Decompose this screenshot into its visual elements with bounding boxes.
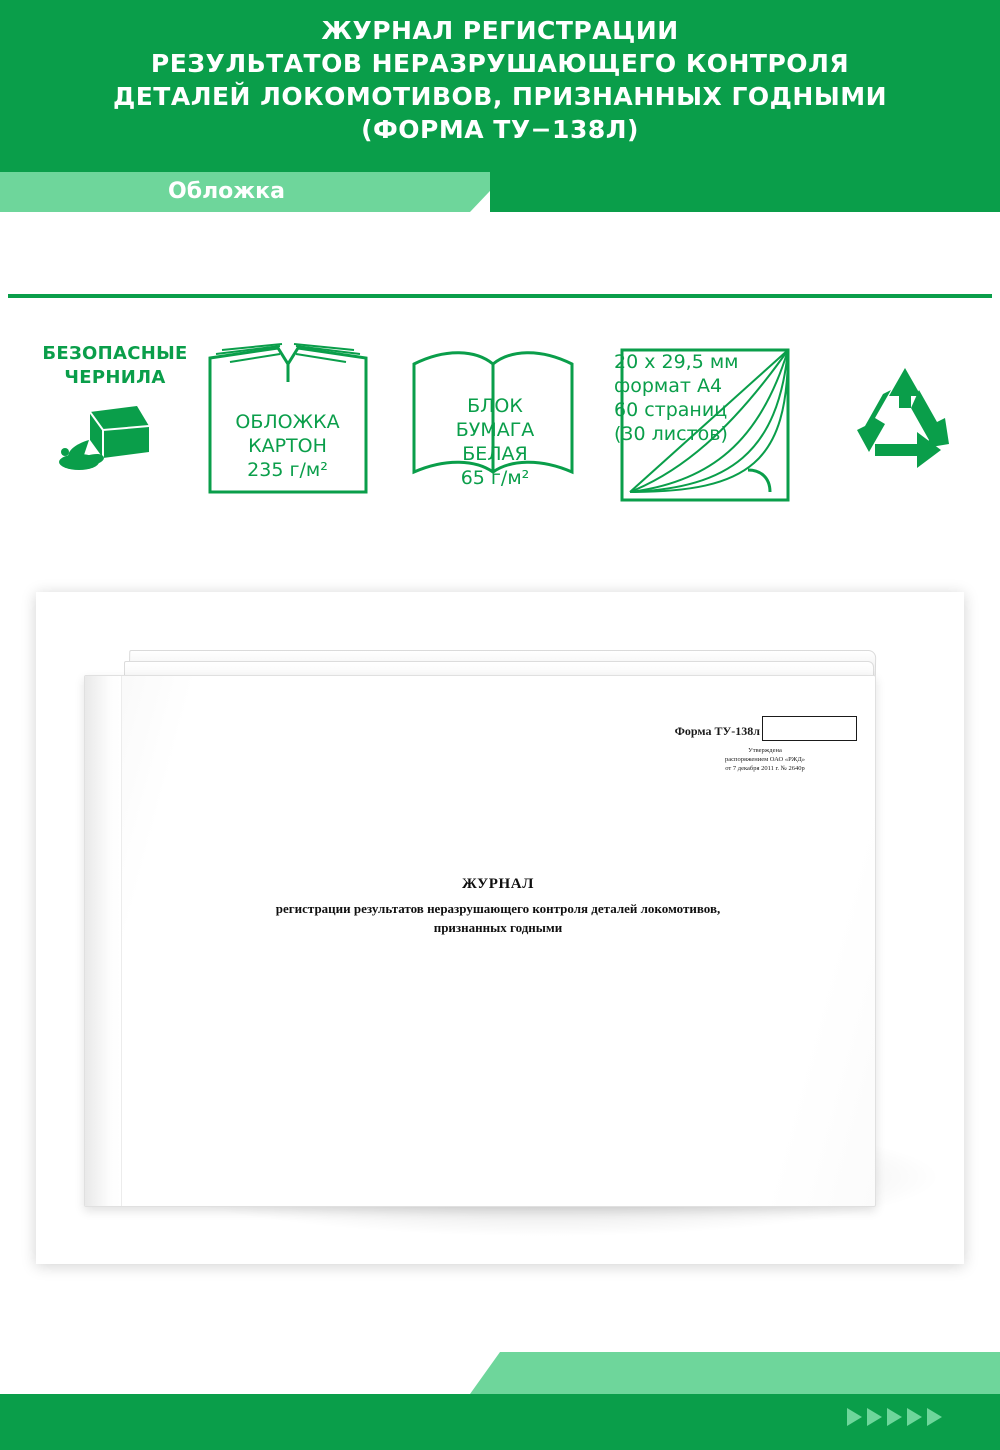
block-label-line-1: БЛОК xyxy=(467,395,523,417)
chevron-right-icon xyxy=(907,1408,922,1426)
page-title-line-3: ДЕТАЛЕЙ ЛОКОМОТИВОВ, ПРИЗНАННЫХ ГОДНЫМИ xyxy=(112,82,888,111)
page-title xyxy=(0,14,1000,146)
format-label-line-4: (30 листов) xyxy=(614,423,728,445)
feature-cover-material xyxy=(200,342,375,511)
format-label-line-2: формат А4 xyxy=(614,375,723,397)
cover-content xyxy=(121,676,875,1206)
section-label: Обложка xyxy=(168,179,285,204)
cover-title-main: ЖУРНАЛ xyxy=(461,876,535,892)
block-label-line-2: БУМАГА xyxy=(455,419,535,441)
cover-label-line-2: КАРТОН xyxy=(248,435,327,457)
form-number-box xyxy=(762,716,857,741)
section-subheader xyxy=(0,172,1000,212)
page-title-line-1: ЖУРНАЛ РЕГИСТРАЦИИ xyxy=(321,16,679,45)
product-image-panel xyxy=(36,592,964,1264)
book-spine xyxy=(85,676,122,1206)
page-title-line-2: РЕЗУЛЬТАТОВ НЕРАЗРУШАЮЩЕГО КОНТРОЛЯ xyxy=(150,49,850,78)
page-title-line-4: (ФОРМА ТУ−138Л) xyxy=(361,115,639,144)
subheader-right-band xyxy=(490,172,1000,212)
footer-arrows xyxy=(847,1408,942,1426)
page-header xyxy=(0,0,1000,172)
feature-icon-row xyxy=(0,330,1000,530)
approval-line-3: от 7 декабря 2011 г. № 2640р xyxy=(725,765,805,772)
footer-wedge xyxy=(470,1352,500,1394)
block-label-line-4: 65 г/м² xyxy=(460,467,530,489)
book-front-cover xyxy=(84,675,876,1207)
journal-book xyxy=(84,647,874,1217)
chevron-right-icon xyxy=(847,1408,862,1426)
cover-label-line-3: 235 г/м² xyxy=(247,459,328,481)
feature-format xyxy=(610,342,810,516)
page-footer xyxy=(0,1352,1000,1450)
feature-paper-block xyxy=(400,342,590,511)
format-label-line-1: 20 х 29,5 мм xyxy=(614,351,739,373)
format-label-line-3: 60 страниц xyxy=(614,399,728,421)
approval-line-1: Утверждена xyxy=(748,747,782,754)
horizontal-divider xyxy=(8,294,992,298)
chevron-right-icon xyxy=(867,1408,882,1426)
chevron-right-icon xyxy=(887,1408,902,1426)
form-number-label: Форма ТУ-138л xyxy=(674,724,760,738)
cover-label-line-1: ОБЛОЖКА xyxy=(235,411,340,433)
recycle-icon xyxy=(845,360,965,484)
cover-subtitle-line-1: регистрации результатов неразрушающего контроля деталей локомотивов, xyxy=(275,901,721,916)
cover-subtitle-line-2: признанных годными xyxy=(433,920,563,935)
safe-ink-label-line-1: БЕЗОПАСНЫЕ xyxy=(42,343,188,364)
approval-line-2: распоряжением ОАО «РЖД» xyxy=(724,756,806,763)
feature-safe-ink xyxy=(30,342,200,480)
footer-light-band xyxy=(500,1352,1000,1394)
chevron-right-icon xyxy=(927,1408,942,1426)
cover-title-block xyxy=(121,876,875,937)
approval-note xyxy=(675,746,855,773)
ink-drop-icon xyxy=(30,396,200,480)
feature-recycle xyxy=(845,360,965,484)
safe-ink-label-line-2: ЧЕРНИЛА xyxy=(64,367,166,388)
block-label-line-3: БЕЛАЯ xyxy=(462,443,528,465)
